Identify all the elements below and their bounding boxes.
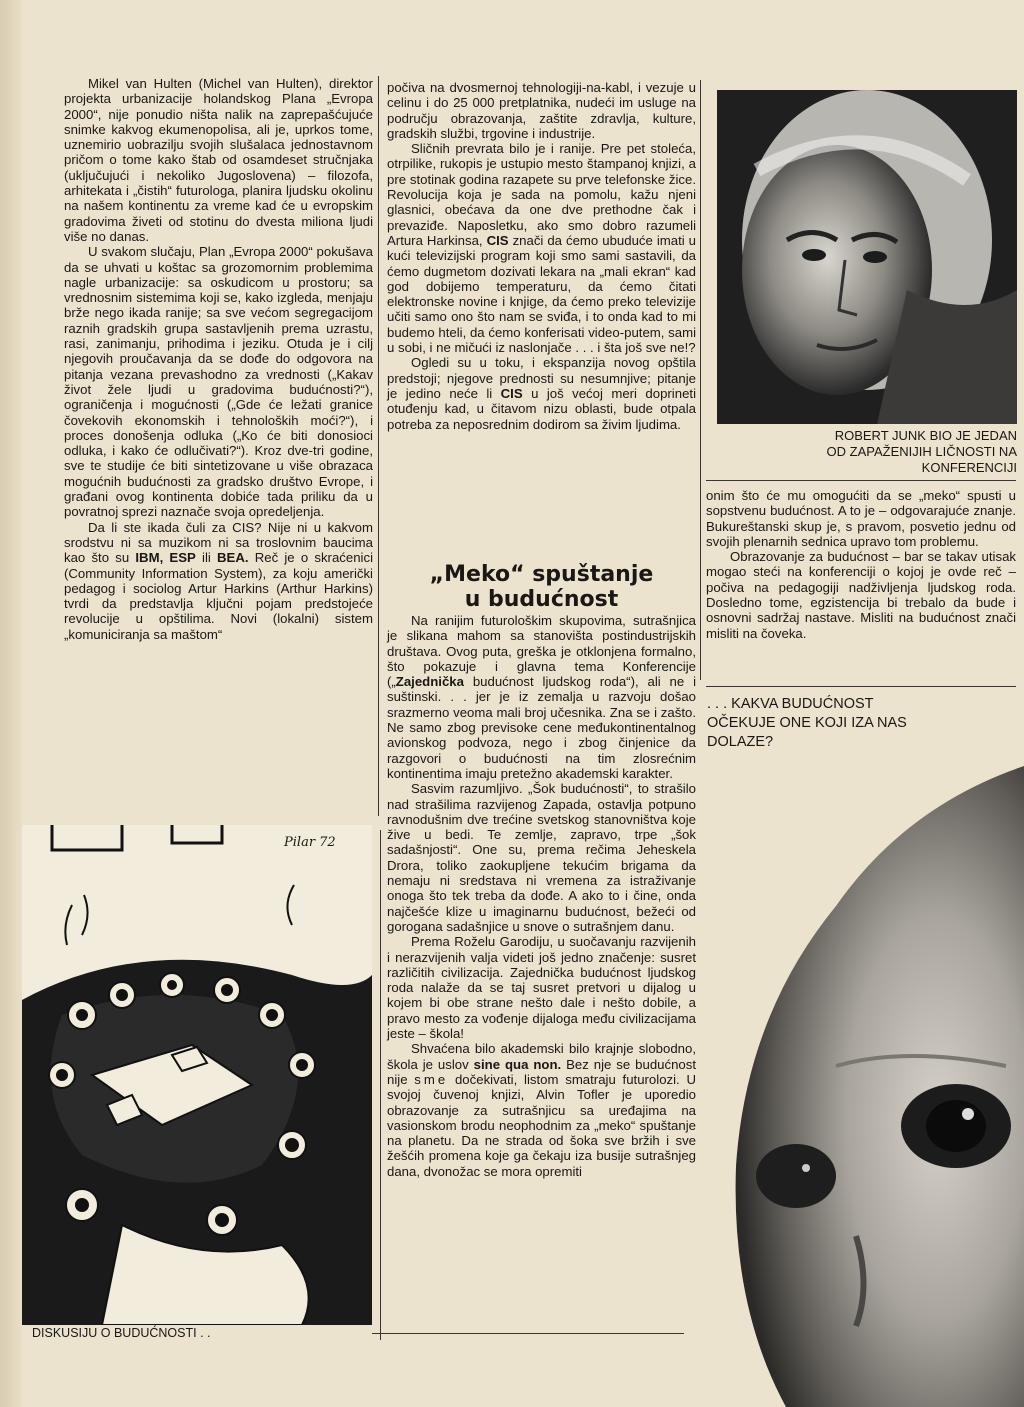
- page-binding-edge: [0, 0, 22, 1407]
- portrait-illustration: [717, 90, 1017, 424]
- paragraph: Sasvim razumljivo. „Šok budućnosti“, to strašilo nad strašilima razvijenog Zapada, ostavlja potpuno ravnodušnim dve trećine svetskog stanovništva koje žive u bedi. Te zemlje, zapravo, trpe „šok sadašnjosti“. One su, prema rečima Jeheskela Drora, toliko zaokupljene tekućim brigama da nemaju ni sredstava ni vremena za istraživanje onoga što tek treba da dođe. A ako to i čine, onda najčešće klize u imaginarnu budućnost, bežeći od gorogana sadašnjice u snove o sutrašnjem danu.: [387, 781, 696, 934]
- text-run: u još većoj meri doprineti otuđenju kad, u čitavom nizu oblasti, bude otpala potreba za neposrednim dodirom sa živim ljudima.: [387, 385, 697, 432]
- headline-line-2: u budućnost: [464, 587, 619, 612]
- text-run: Na ranijim futurološkim skupovima, sutrašnjica je slikana mahom sa stanovišta postindustrijskih društava. Ovog puta, greška je otklonjena formalno, što pokazuje i glavna tema Konferencije („: [387, 613, 696, 690]
- article-column-2-continued: [387, 613, 696, 1179]
- column-divider: [380, 830, 381, 1340]
- caption-line: OČEKUJE ONE KOJI IZA NAS: [707, 715, 907, 731]
- bold-run: BEA.: [217, 550, 249, 566]
- caption-line: OD ZAPAŽENIJIH LIČNOSTI NA: [826, 444, 1017, 459]
- text-run: dočekivati, listom smatraju futurolozi. U svojoj čuvenoj knjizi, Alvin Tofler je uporedio obrazovanje za sutrašnjicu sa uređajima na vasionskom brodu neophodnim za „meko“ spuštanje na planetu. Da ne strada od šoka sve bržih i sve žešćih promena koje ga čekaju iza busije sutrašnjeg dana, dvonožac se mora opremiti: [387, 1071, 697, 1179]
- text-run: Reč je o skraćenici (Community Information System), za koju američki pedagog i sociolog Artur Harkins (Arthur Harkins) tvrdi da predstavlja ključni pojam predstojeće revolucije u opštilima. Novi (lokalni) sistem „komuniciranja sa maštom“: [64, 550, 374, 642]
- article-column-2: [387, 80, 696, 432]
- text-run: Sličnih prevrata bilo je i ranije. Pre pet stoleća, otrpilike, rukopis je ustupio mesto štampanoj knjizi, a pre stotinak godina razapete su prve telefonske žice. Revolucija koja je sada na pomolu, kažu njeni glasnici, obećava da one dve prethodne čak i prevaziđe. Naposletku, ako smo dobro razumeli Artura Harkinsa,: [387, 141, 696, 248]
- robert-junk-photo: [717, 90, 1017, 424]
- spaced-run: sme: [414, 1071, 449, 1087]
- paragraph: U svakom slučaju, Plan „Evropa 2000“ pokušava da se uhvati u koštac sa grozomornim problemima nagle urbanizacije: sa oskudicom u prostoru; sa vrednosnim sistemima koji se, kako izgleda, menjaju brže nego ikada ranije; sa sve većom segregacijom raznih gradskih grupa sastavljenih prema uzrastu, rasi, zanimanju, prihodima i jeziku. Otuda je i cilj njegovih proučavanja da se dođe do odgovora na pitanja vezana prevashodno za vrednosti („Kakav život žele ljudi u gradovima budućnosti?“), ograničenja i mogućnosti („Gde će ležati granice čovekovih ekonomskih i tehnoloških moći?“), i proces donošenja odluka („Ko će biti donosioci odluka, i kako će odlučivati?“). Kroz dve-tri godine, sve te studije će biti sintetizovane u više obrazaca mogućnih budućnosti za gradsko društvo Evrope, i građani ovog kontinenta dobiće tada priliku da u povratnoj sprezi naznače svoja opredeljenja.: [64, 244, 373, 520]
- bold-run: sine qua non.: [473, 1056, 562, 1072]
- paragraph: [387, 355, 696, 431]
- column-divider: [378, 76, 379, 816]
- column-divider: [700, 80, 701, 680]
- text-run: znači da ćemo ubuduće imati u kući televizijski program koji smo sami sastavili, da ćemo dugmetom dozivati lekara na „mali ekran“ kad god dobijemo temperaturu, da ćemo čitati elektronske novine i knjige, da ćemo preko televizije učiti samo ono što nam se sviđa, i to onda kad to mi budemo hteli, da ćemo konferisati video-putem, sami u sobi, i ne mičući iz naslonjače . . . i šta još sve ne!?: [387, 232, 696, 356]
- cartoon-illustration: [22, 825, 372, 1325]
- paragraph: [387, 613, 696, 781]
- paragraph: [387, 141, 696, 355]
- caption-line: DOLAZE?: [707, 734, 774, 750]
- bold-run: CIS: [500, 385, 523, 401]
- caption-line: KONFERENCIJI: [921, 460, 1017, 475]
- paragraph: počiva na dvosmernoj tehnologiji-na-kabl, i vezuje u celinu i do 25 000 pretplatnika, nudeći im usluge na području obrazovanja, zaštite zdravlja, kulture, gradskih službi, trgovine i industrije.: [387, 80, 696, 141]
- paragraph: Mikel van Hulten (Michel van Hulten), direktor projekta urbanizacije holandskog Plana „Evropa 2000“, nije ponudio ništa nalik na zaprepašćujuće snimke kakvog ekumenopolisa, ali je, uprkos tome, uznemirio uobrazilju svojih slušalaca jednostavnom pričom o tome kako štab od osamdeset stručnjaka (uključujući i nekoliko Jugoslovena) – filozofa, arhitekata i „čistih“ futurologa, planira ljudsku okolinu na našem kontinentu za vreme kad će u evropskim gradovima živeti od stotinu do dvesta miliona ljudi više no danas.: [64, 76, 373, 244]
- text-run: Shvaćena bilo akademski bilo krajnje slobodno, škola je uslov: [387, 1041, 696, 1072]
- photo-caption-robert-junk: [717, 428, 1017, 476]
- caption-rule: [706, 480, 1016, 481]
- text-run: Bez nje se budućnost nije: [387, 1056, 697, 1087]
- paragraph: Prema Roželu Garodiju, u suočavanju razvijenih i nerazvijenih valja videti još jedno značenje: susret različitih civilizacija. Zajednička budućnost ljudskog roda nalaže da se taj susret pretvori u dijalog u kojem bi obe strane nešto dale i nešto dobile, a pravo mesto za vođenje dijaloga među civilizacijama jeste – škola!: [387, 934, 696, 1042]
- section-headline: [387, 562, 696, 612]
- article-column-3: [706, 488, 1016, 641]
- paragraph: [387, 1041, 696, 1179]
- cartoon-signature: Pilar 72: [284, 835, 336, 850]
- paragraph: Obrazovanje za budućnost – bar se takav utisak mogao steći na konferenciji o kojoj je ovde reč – počiva na pedagogiji nadživljenja ljudskog roda. Dosledno tome, egzistencija bi trebalo da bude i osnovni sadržaj nastave. Misliti na budućnost znači misliti na čoveka.: [706, 549, 1016, 641]
- paragraph: onim što će mu omogućiti da se „meko“ spusti u sopstvenu budućnost. A to je – odgovarajuće znanje. Bukureštanski skup je, s pravom, posvetio jednu od svojih plenarnih sednica upravo tom problemu.: [706, 488, 1016, 549]
- text-run: ili: [195, 550, 218, 566]
- column-end-rule: [372, 1333, 684, 1334]
- baby-photo: [706, 766, 1024, 1407]
- headline-line-1: „Meko“ spuštanje: [429, 562, 654, 587]
- caption-line: . . . KAKVA BUDUĆNOST: [707, 696, 874, 712]
- column-end-rule: [706, 686, 1016, 687]
- bold-run: CIS: [486, 232, 509, 248]
- bold-run: IBM, ESP: [135, 550, 196, 566]
- paragraph: [64, 520, 373, 642]
- text-run: Da li ste ikada čuli za CIS? Nije ni u kakvom srodstvu ni sa muzikom ni sa troslovnim baucima kao što su: [64, 519, 373, 566]
- text-run: Ogledi su u toku, i ekspanzija novog opštila predstoji; njegove prednosti su nesumnjive; pitanje je jedino neće li: [387, 355, 696, 401]
- cartoon-caption: DISKUSIJU O BUDUĆNOSTI . .: [32, 1326, 211, 1340]
- text-run: budućnost ljudskog roda“), ali ne i suštinski. . . jer je iz zemalja u razvoju došao srazmerno veoma mali broj učesnika. Zna se i zašto. Ne samo zbog previsoke cene međukontinentalnog avionskog podvoza, nego i zbog činjenice da razgovori o budućnosti na tim zlosrećnim kontinentima imaju pretežno akademski karakter.: [387, 674, 696, 781]
- baby-face-illustration: [706, 766, 1024, 1407]
- bold-run: Zajednička: [395, 674, 464, 690]
- cartoon-drawing: [22, 825, 372, 1325]
- photo-caption-future: [707, 695, 957, 752]
- caption-line: ROBERT JUNK BIO JE JEDAN: [834, 428, 1017, 443]
- article-column-1: [64, 76, 373, 642]
